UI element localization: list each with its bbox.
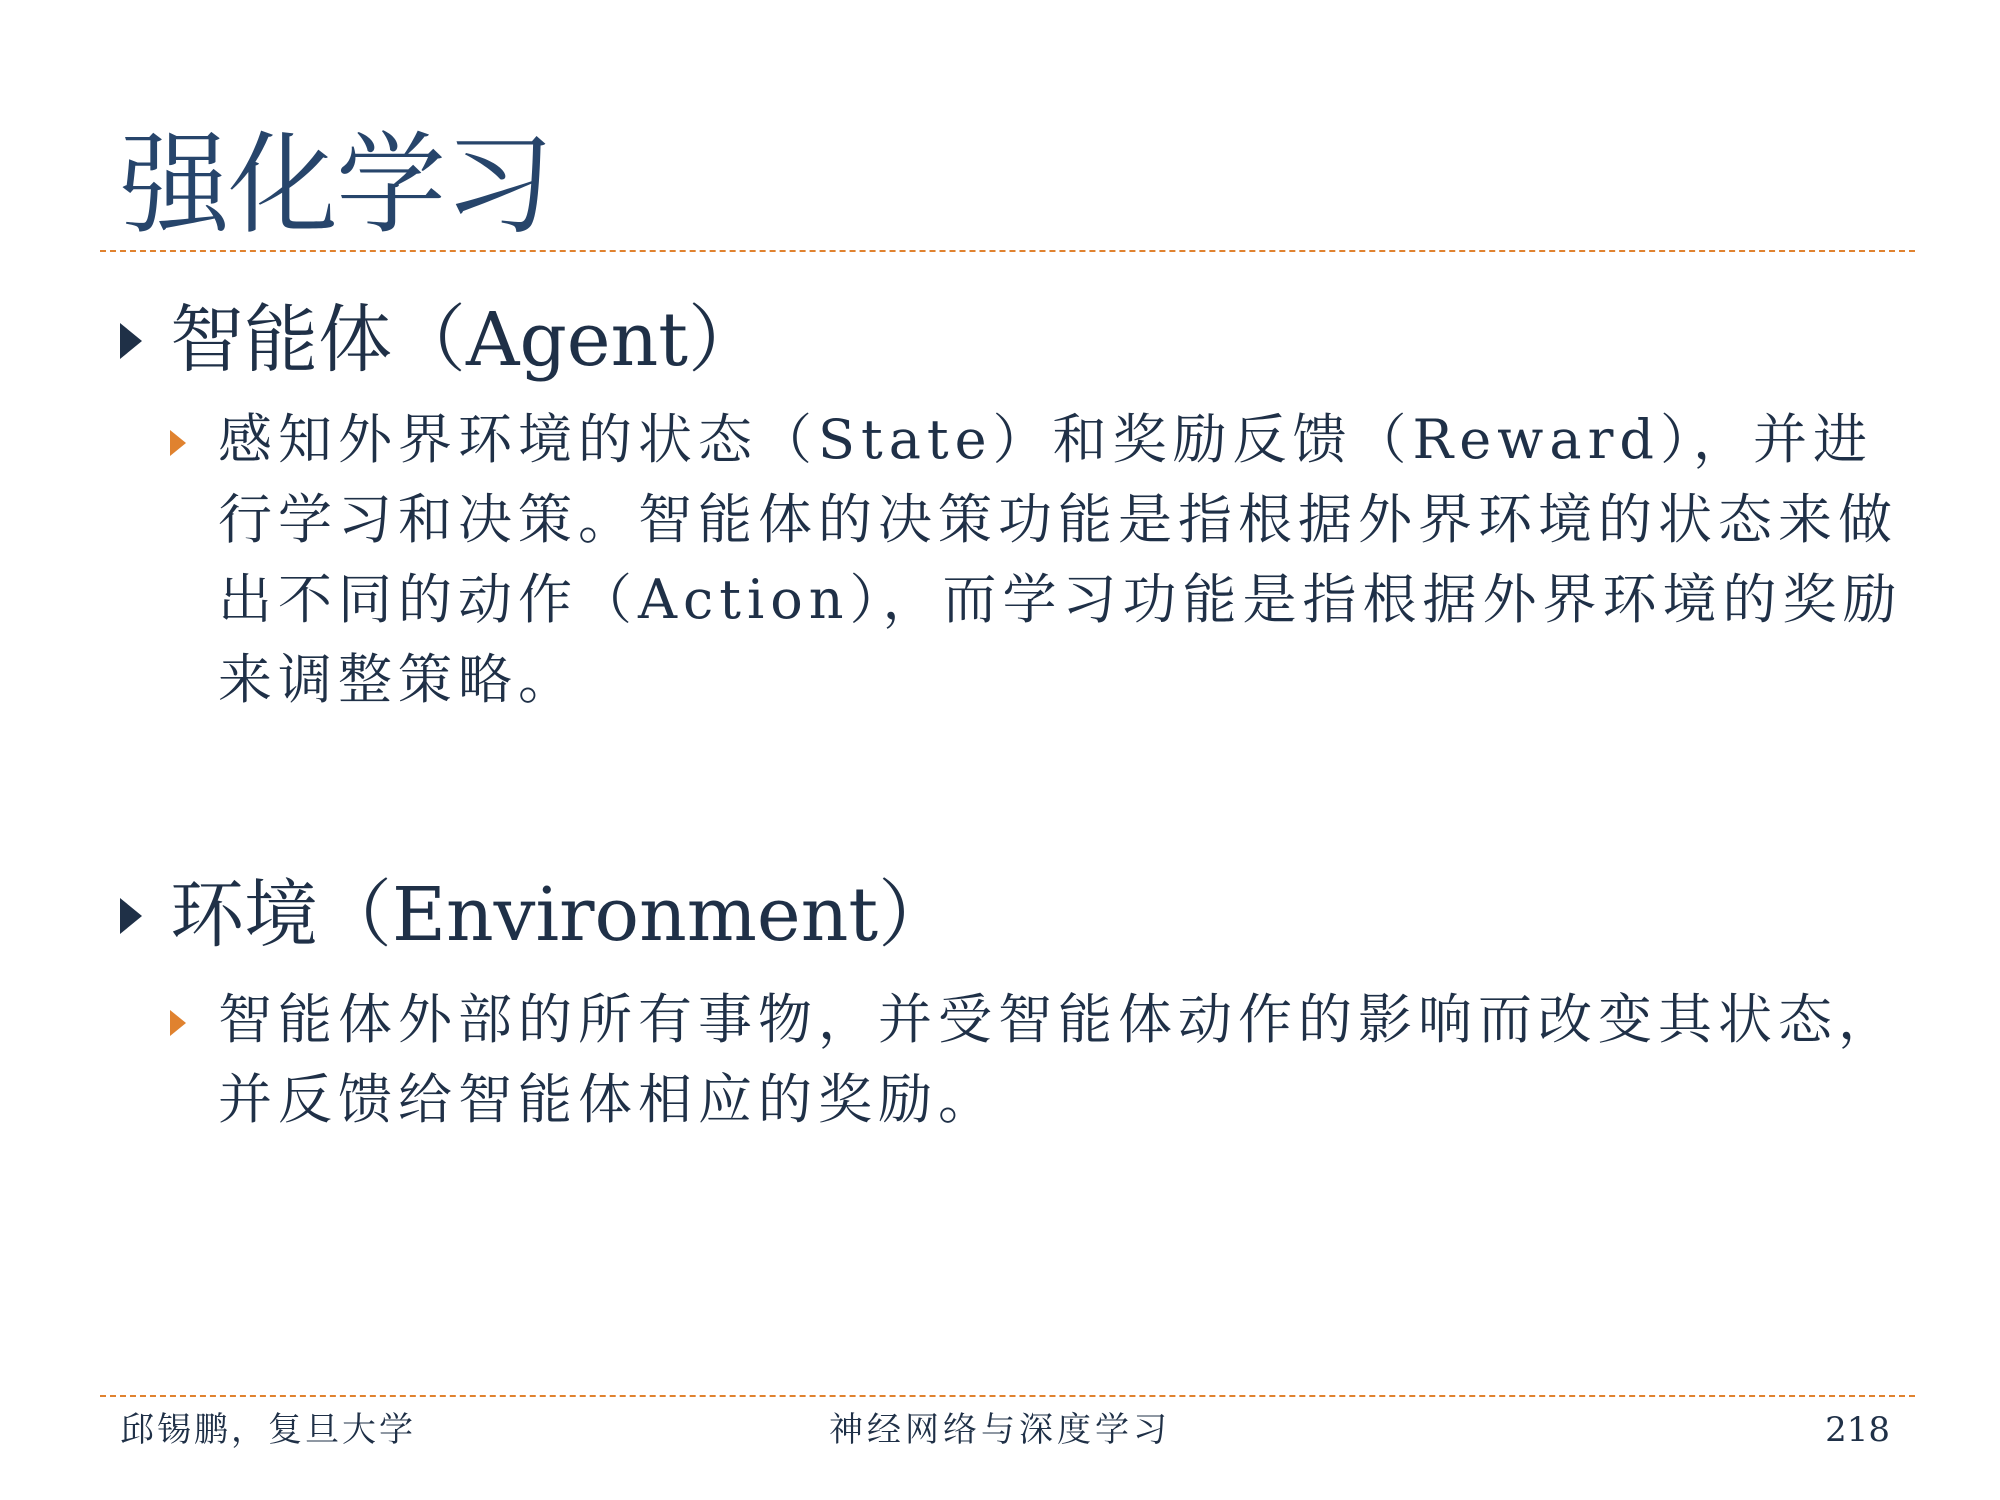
triangle-sub-bullet-icon [170, 1010, 186, 1036]
footer-course: 神经网络与深度学习 [829, 1410, 1171, 1450]
triangle-bullet-icon [120, 323, 142, 359]
triangle-sub-bullet-icon [170, 430, 186, 456]
triangle-bullet-icon [120, 898, 142, 934]
sub-bullet-environment-text: 智能体外部的所有事物，并受智能体动作的影响而改变其状态，并反馈给智能体相应的奖励。 [218, 988, 1898, 1131]
bullet-agent-heading: 智能体（Agent） [170, 297, 762, 383]
slide-title: 强化学习 [120, 121, 552, 249]
title-divider [100, 250, 1915, 252]
footer-author: 邱锡鹏，复旦大学 [120, 1410, 416, 1450]
sub-bullet-agent-text: 感知外界环境的状态（State）和奖励反馈（Reward），并进行学习和决策。智能体的决策功能是指根据外界环境的状态来做出不同的动作（Action），而学习功能是指根据外界环境的奖励来调整策略。 [218, 408, 1903, 711]
bullet-environment-heading: 环境（Environment） [170, 872, 953, 958]
page-number: 218 [1825, 1410, 1890, 1450]
footer-divider [100, 1395, 1915, 1397]
